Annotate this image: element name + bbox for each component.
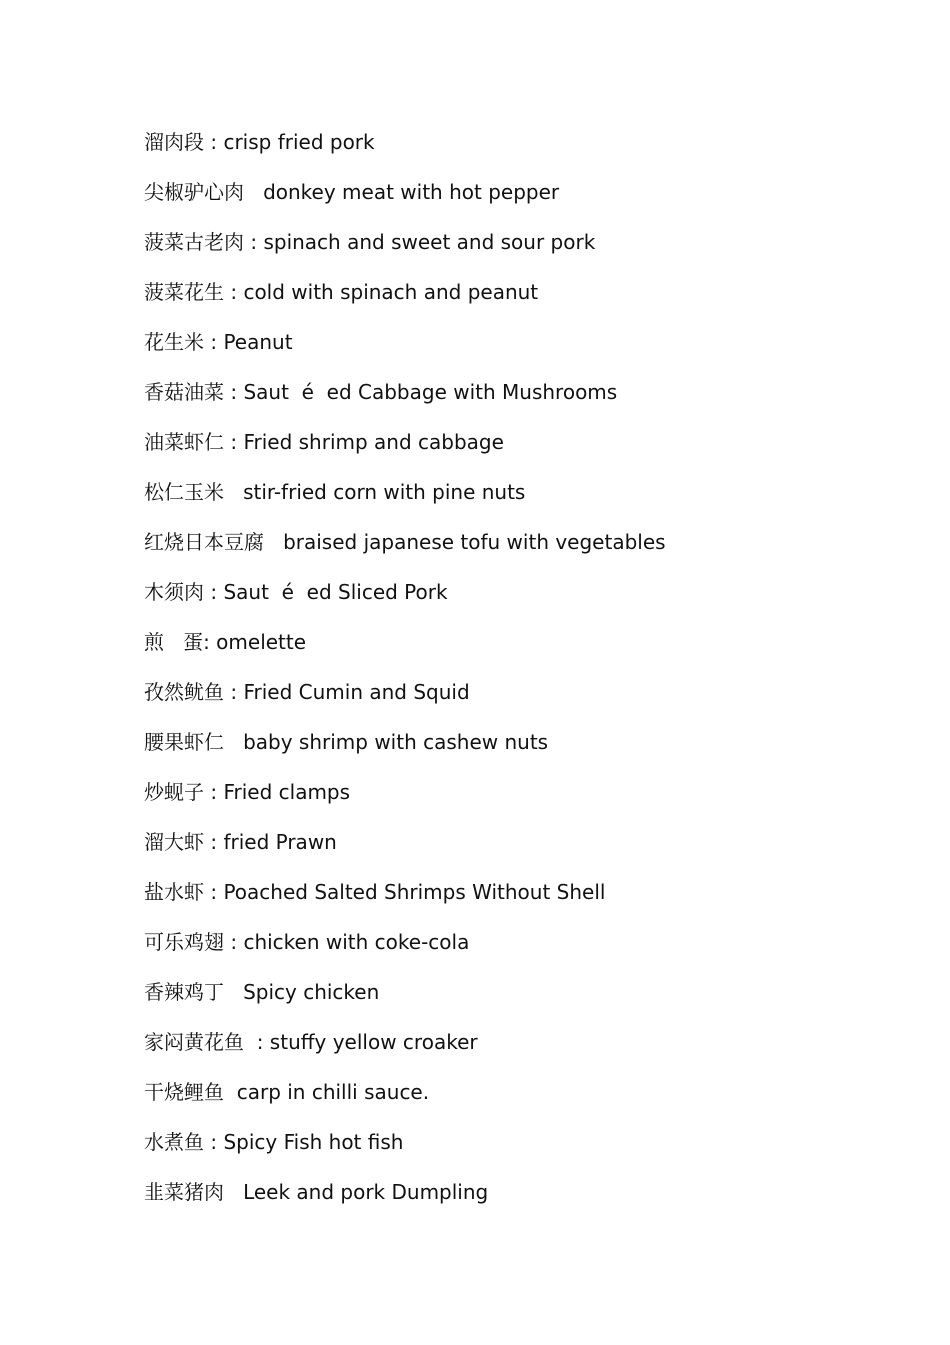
dish-line: 可乐鸡翅 : chicken with coke-cola (144, 930, 470, 954)
dish-line: 干烧鲤鱼 carp in chilli sauce. (144, 1080, 430, 1104)
dish-line: 韭菜猪肉 Leek and pork Dumpling (144, 1180, 489, 1204)
dish-line: 菠菜古老肉 : spinach and sweet and sour pork (144, 230, 596, 254)
dish-translation-list (144, 128, 666, 1228)
dish-line: 煎 蛋: omelette (144, 630, 307, 654)
dish-line: 花生米 : Peanut (144, 330, 293, 354)
dish-line: 腰果虾仁 baby shrimp with cashew nuts (144, 730, 549, 754)
dish-line: 盐水虾 : Poached Salted Shrimps Without Shell (144, 880, 606, 904)
dish-line: 溜大虾 : fried Prawn (144, 830, 337, 854)
dish-line: 松仁玉米 stir-fried corn with pine nuts (144, 480, 526, 504)
dish-line: 菠菜花生 : cold with spinach and peanut (144, 280, 539, 304)
dish-line: 炒蚬子 : Fried clamps (144, 780, 351, 804)
dish-line: 家闷黄花鱼 : stuffy yellow croaker (144, 1030, 478, 1054)
dish-line: 香辣鸡丁 Spicy chicken (144, 980, 380, 1004)
dish-line: 红烧日本豆腐 braised japanese tofu with vegetables (144, 530, 666, 554)
dish-line: 孜然鱿鱼 : Fried Cumin and Squid (144, 680, 470, 704)
dish-line: 尖椒驴心肉 donkey meat with hot pepper (144, 180, 560, 204)
dish-line: 水煮鱼 : Spicy Fish hot fish (144, 1130, 404, 1154)
dish-line: 香菇油菜 : Saut é ed Cabbage with Mushrooms (144, 380, 618, 404)
dish-line: 木须肉 : Saut é ed Sliced Pork (144, 580, 448, 604)
dish-line: 油菜虾仁 : Fried shrimp and cabbage (144, 430, 504, 454)
dish-line: 溜肉段 : crisp fried pork (144, 130, 375, 154)
